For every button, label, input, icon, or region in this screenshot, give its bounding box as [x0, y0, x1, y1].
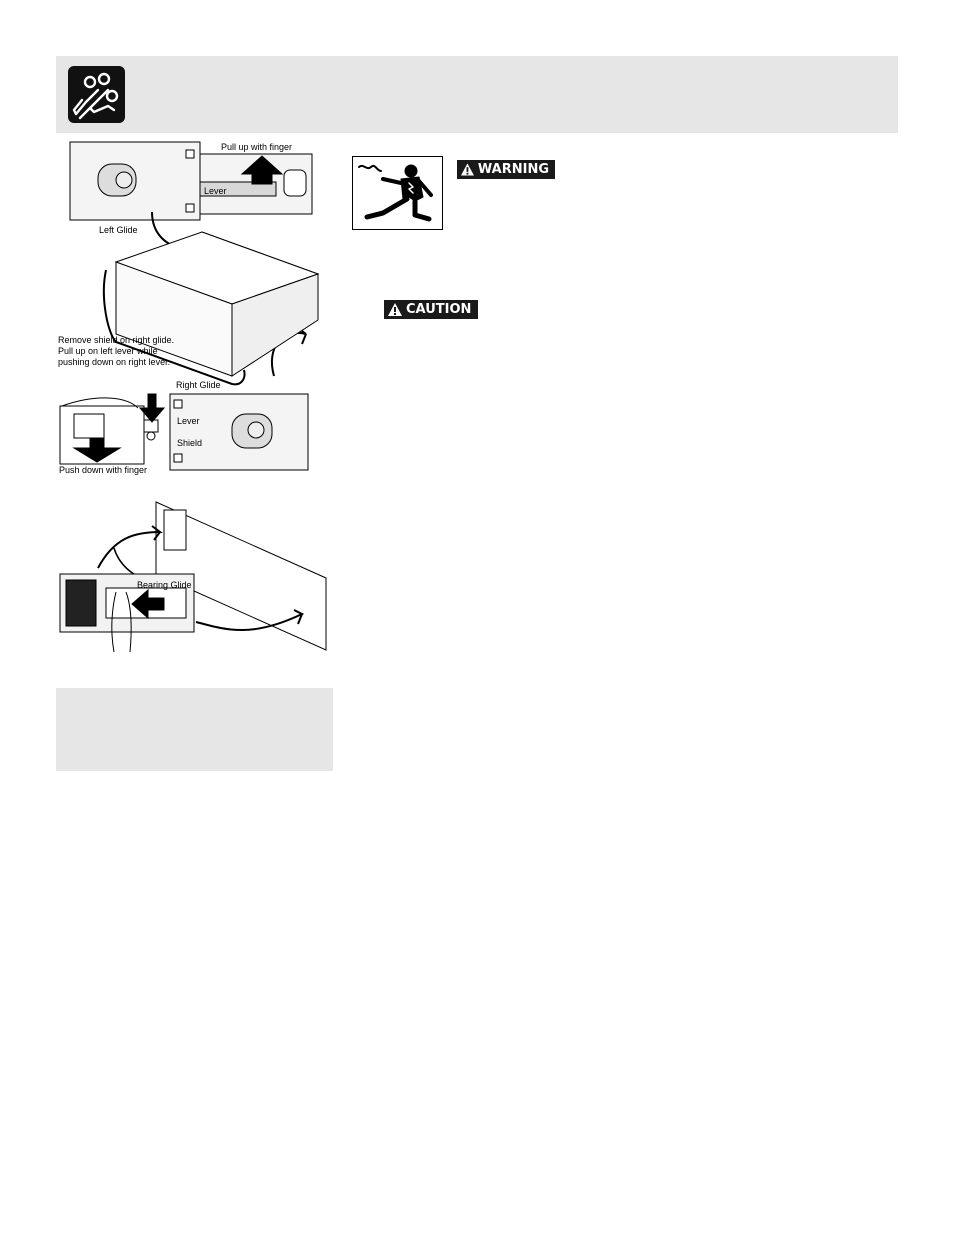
header-band — [56, 56, 898, 133]
caution-badge — [384, 300, 478, 319]
electric-shock-icon — [352, 156, 443, 230]
left-glide-label: Left Glide — [99, 225, 138, 235]
remove-shield-instruction: Remove shield on right glide. Pull up on left lever while pushing down on right lever. — [58, 335, 175, 367]
drawer-removal-illustration — [56, 138, 334, 658]
caution-label: CAUTION — [406, 302, 472, 317]
warning-badge — [457, 160, 555, 179]
warning-triangle-icon — [460, 162, 475, 177]
caution-triangle-icon — [387, 302, 403, 317]
shield-label: Shield — [177, 438, 203, 448]
lever-label-top: Lever — [204, 186, 227, 196]
warning-label: WARNING — [477, 162, 549, 177]
right-glide-label: Right Glide — [176, 380, 221, 390]
bearing-glide-label: Bearing Glide — [137, 580, 192, 590]
note-band — [56, 688, 333, 771]
lever-label-bottom: Lever — [177, 416, 200, 426]
pull-up-label: Pull up with finger — [221, 142, 293, 152]
push-down-label: Push down with finger — [59, 465, 148, 475]
hands-tools-icon — [68, 66, 125, 123]
